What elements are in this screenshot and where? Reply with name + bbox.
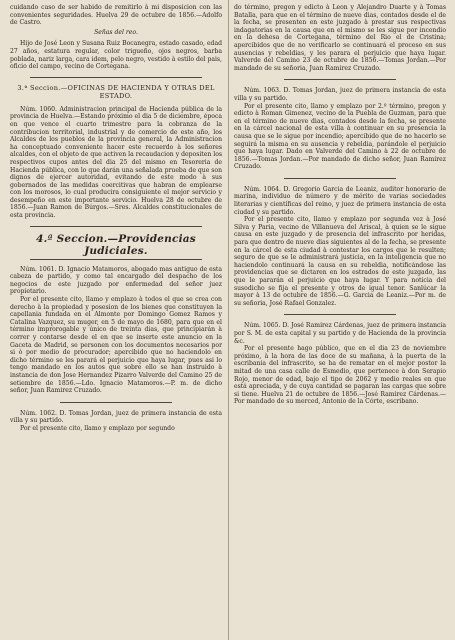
divider <box>30 226 202 227</box>
divider <box>284 178 396 179</box>
notice-1064-body: Por el presente cito, llamo y emplazo por segunda vez à José Silva y Paria, vecino de Villanueva del Ariscal, à quien se le sigue causa en este juzgado y de presencia del infrascrito por heridas, para que dentro de nueve dias siguientes al de la fecha, se presente en la cárcel de esta ciudad à contestar los cargos que le resulten; seguro de que se le administrará justicia, en la inteligencia que no haciendolo continuará la causa en su rebeldia, notificándose las providencias que se dictaren en los estrados de este juzgado, las que le pararán el perjuicio que haya lugar. Y para noticia del susodicho se fija el presente y otros de igual tenor. Sanlúcar la mayor à 13 de octubre de 1856.—G. Garcia de Leaniz.—Por m. de su señoria, José Rafael Gonzalez. <box>234 216 446 307</box>
notice-1062: Núm. 1062. D. Tomas Jordan, juez de primera instancia de esta villa y su partido. <box>10 409 222 425</box>
notice-1062-body: Por el presente cito, llamo y emplazo por segundo <box>20 424 175 432</box>
notice-1061-body: Por el presente cito, llamo y emplazo à todos el que se crea con derecho à la propiedad y posesion de los bienes que constituyen la capellania fundada en el Almonte por Domingo Gomez Ramos y Catalina Vazquez, su muger, en 5 de mayo de 1680, para que en el término improrogable y único de treinta dias, que principiarán à correr y contarse desde el en que se inserte este anuncio en la Gaceta de Madrid, se personen con los documentos necesarios por si ò por medio de procurador; apercibido que no haciendolo en dicho término se les parará el perjuicio que haya lugar, pues asi lo tengo mandado en los autos que sobre ello se han instruido à instancia de don Jose Hernandez Pizarro Valverde del Camino 25 de setiembre de 1856.—Ldo. Ignacio Matamoros.—P. m. de dicho señor, Juan Ramirez Cruzado. <box>10 296 222 395</box>
section-4-title: 4.ª Seccion.—Providencias Judiciales. <box>36 232 196 257</box>
notice-1065-body: Por el presente hago público, que en el dia 23 de noviembre próximo, à la hora de las doce de su mañana, à la puerta de la escribania del infrascrito, se ha de rematar en el mejor postor la mitad de una casa calle de Esmedio, que pertenece à don Serapio Rojo, menor de edad, bajo el tipo de 2062 y medio reales en que está apreciada, y de cuya cantidad se pagaran las cargas que sobre si tiene. Huelva 21 de octubre de 1856.—José Ramirez Cárdenas.—Por mandado de su merced, Antonio de la Córte, escribano. <box>234 345 446 406</box>
notice-1061: Núm. 1061. D. Ignacio Matamoros, abogado mas antiguo de esta cabeza de partido, y como tal encargado del despacho de los negocios de este juzgado por enfermedad del señor juez propietario. <box>10 265 222 296</box>
divider <box>30 259 202 260</box>
notice-1065: Núm. 1065. D. José Ramirez Cárdenas, juez de primera instancia por S. M. de esta capital y su partido y de Hacienda de la provincia &c. <box>234 322 446 345</box>
divider <box>284 314 396 315</box>
notice-1064: Núm. 1064. D. Gregorio Garcia de Leaniz, auditor honorario de marina, individuo de número y de mérito de varias sociedades literarias y científicas del reino, y juez de primera instancia de esta ciudad y su partido. <box>234 185 446 216</box>
notice-continuation-right: do término, pregon y edicto à Leon y Alejandro Duarte y à Tomas Batalla, para que en el término de nueve dias, contados desde el de la fecha, se presenten en este juzgado à prestar sus respectivas indagatorias en la causa que en el mismo se les sigue por incendio en la dehesa de Cortegana, término del Rio el de Cristina; apercibidos que de no verificarlo se continuará el proceso en sus ausencias y rebeldias, y les parara el perjuicio que haya lugar. Valverde del Camino 23 de octubre de 1856.—Tomas Jordan.—Por mandado de su señoria, Juan Ramirez Cruzado. <box>234 4 446 72</box>
column-divider <box>228 0 229 640</box>
left-column <box>10 4 222 433</box>
signs-heading: Señas del reo. <box>94 28 138 36</box>
notice-continuation: cuidando caso de ser habido de remitirlo à mi disposicion con las convenientes seguridades. Huelva 29 de octubre de 1856.—Adolfo de Castro. <box>10 4 222 27</box>
divider <box>284 79 396 80</box>
section-3-title: 3.ª Seccion.—OFICINAS DE HACIENDA Y OTRAS DEL ESTADO. <box>17 83 215 100</box>
notice-1060: Núm. 1060. Administracion principal de Hacienda pública de la provincia de Huelva.—Estando próximo el dia 5 de diciembre, época en que vence el cuarto trimestre para la cobranza de la contribucion territorial, industrial y de comercio de este año, los Alcaldes de los pueblos de la provincia general, la Administracion ha conceptuado conveniente hacer este recuerdo à los señores alcaldes, con el objeto de que activen la recaudacion y depositen los respectivos cupos antes del dia 25 del mismo en Tesoreria de Hacienda pública, con lo que darán una señalada prueba de que son dignos de ejercer autoridad, evitando de este modo à sus gobernados de las medidas coercitivas que habran de emplearse con los morosos, lo cual producira consiguiente el mejor servicio y desempeño en este importante servicio. Huelva 28 de octubre de 1856.—Juan Ramon de Búrgos.—Sres. Alcaldes constitucionales de esta provincia. <box>10 105 222 220</box>
divider <box>60 402 172 403</box>
signs-text: Hijo de José Leon y Susana Ruiz Bocanegra, estado casado, edad 27 años, estatura regular, color trigueño, ojos negros, barba poblada, nariz larga, cara idem, pelo negro, vestido à estilo del pais, oficio del campo, vecino de Cortegana. <box>10 40 222 71</box>
right-column <box>234 4 446 406</box>
notice-1063: Núm. 1063. D. Tomas Jordan, juez de primera instancia de esta villa y su partido. <box>234 87 446 102</box>
divider <box>30 77 202 78</box>
notice-1063-body: Por el presente cito, llamo y emplazo por 2.º término, pregon y edicto à Roman Gimenez, vecino de la Puebla de Guzman, para que en el término de nueve dias, contados desde la fecha, se presente en la cárcel nacional de esta villa à continuar en su presencia la causa que se le sigue por incendio; apercibido que de no hacerlo se seguirá la misma en su ausencia y rebeldia, parándole el perjuicio que haya lugar. Dado en Valverde del Camino à 22 de octubre de 1856.—Tomas Jordan.—Por mandado de dicho señor, Juan Ramirez Cruzado. <box>234 102 446 171</box>
